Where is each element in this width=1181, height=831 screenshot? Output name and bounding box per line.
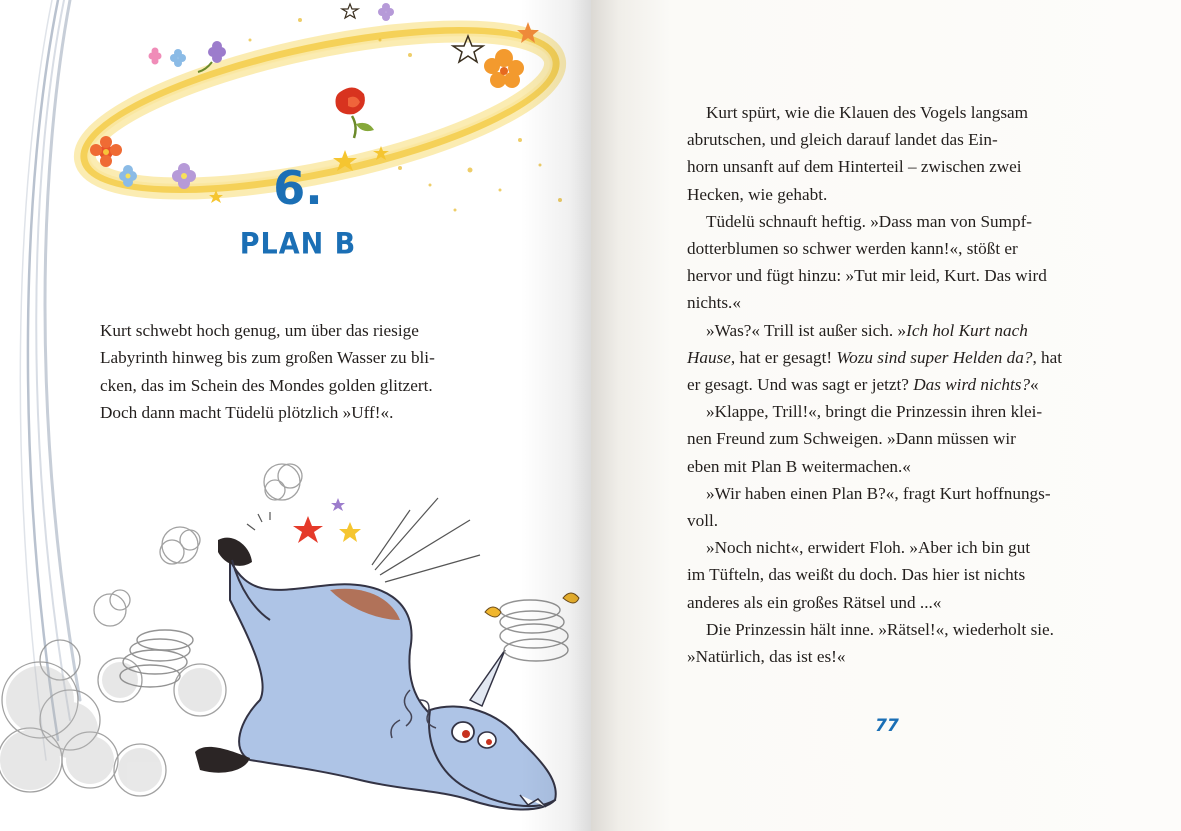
italic-text-segment: Ich hol Kurt nach	[906, 320, 1028, 340]
chapter-number: 6.	[273, 161, 323, 215]
text-segment: eben mit Plan B weitermachen.«	[687, 456, 911, 476]
text-segment: »Was?« Trill ist außer sich. »	[706, 320, 907, 340]
text-line	[687, 344, 1087, 371]
text-line	[687, 317, 1087, 344]
left-page-text	[100, 317, 480, 426]
text-segment: »Wir haben einen Plan B?«, fragt Kurt hoffnungs-	[706, 483, 1051, 503]
text-segment: nen Freund zum Schweigen. »Dann müssen wir	[687, 429, 1016, 449]
text-line	[687, 153, 1087, 180]
falling-unicorn-illustration	[0, 464, 579, 809]
text-line	[687, 507, 1087, 534]
text-segment: «	[1030, 375, 1039, 395]
text-line	[687, 425, 1087, 452]
text-line	[687, 289, 1087, 316]
text-segment: voll.	[687, 511, 719, 531]
text-segment: im Tüfteln, das weißt du doch. Das hier ist nichts	[687, 565, 1026, 585]
tiny-flower-icon	[149, 48, 162, 65]
text-line	[687, 616, 1087, 643]
chapter-title: PLAN B	[239, 227, 357, 262]
text-segment: Hecken, wie gehabt.	[687, 184, 828, 204]
text-segment: Kurt spürt, wie die Klauen des Vogels langsam	[706, 103, 1029, 122]
text-line: Doch dann macht Tüdelü plötzlich »Uff!«.	[100, 402, 394, 422]
italic-text-segment: Wozu sind super Helden da?	[836, 347, 1033, 367]
text-segment: , hat er gesagt!	[730, 347, 837, 367]
right-page-text	[687, 99, 1087, 670]
text-segment: horn unsanft auf dem Hinterteil – zwischen zwei	[687, 157, 1022, 177]
text-line	[687, 561, 1087, 588]
text-line	[687, 208, 1087, 235]
text-line: cken, das im Schein des Mondes golden glitzert.	[100, 375, 433, 395]
text-line	[687, 534, 1087, 561]
text-segment: »Natürlich, das ist es!«	[687, 647, 846, 667]
small-blue-flower-icon	[170, 49, 186, 67]
text-segment: anderes als ein großes Rätsel und ...«	[687, 592, 942, 612]
text-line	[687, 480, 1087, 507]
orange-flower-icon	[484, 49, 524, 88]
text-line: Kurt schwebt hoch genug, um über das riesige	[100, 321, 419, 340]
text-segment: dotterblumen so schwer werden kann!«, stößt er	[687, 239, 1018, 259]
text-line	[687, 262, 1087, 289]
text-segment: abrutschen, und gleich darauf landet das Ein-	[687, 130, 998, 150]
rose-icon	[336, 87, 375, 138]
text-segment: er gesagt. Und was sagt er jetzt?	[687, 375, 914, 395]
text-segment: »Klappe, Trill!«, bringt die Prinzessin ihren klei-	[706, 402, 1043, 422]
italic-text-segment: Hause	[687, 347, 731, 367]
text-segment: »Noch nicht«, erwidert Floh. »Aber ich bin gut	[706, 538, 1031, 558]
text-segment: hervor und fügt hinzu: »Tut mir leid, Kurt. Das wird	[687, 266, 1047, 286]
text-line: Labyrinth hinweg bis zum großen Wasser zu bli-	[100, 348, 435, 368]
italic-text-segment: Das wird nichts?	[913, 375, 1031, 395]
text-line	[687, 235, 1087, 262]
page-number: 77	[875, 716, 899, 736]
bird-icons	[485, 593, 579, 617]
text-line	[687, 589, 1087, 616]
text-line	[687, 126, 1087, 153]
text-line	[687, 371, 1087, 398]
text-line	[687, 181, 1087, 208]
text-segment: nichts.«	[687, 293, 741, 313]
text-line	[687, 99, 1087, 126]
text-line	[687, 643, 1087, 670]
lilac-flower-icon	[378, 3, 394, 21]
text-segment: Tüdelü schnauft heftig. »Dass man von Sumpf-	[706, 211, 1033, 231]
text-line	[687, 453, 1087, 480]
text-segment: Die Prinzessin hält inne. »Rätsel!«, wiederholt sie.	[706, 619, 1054, 639]
text-segment: , hat	[1032, 347, 1063, 367]
text-line	[687, 398, 1087, 425]
swoosh-lines	[20, 0, 80, 760]
